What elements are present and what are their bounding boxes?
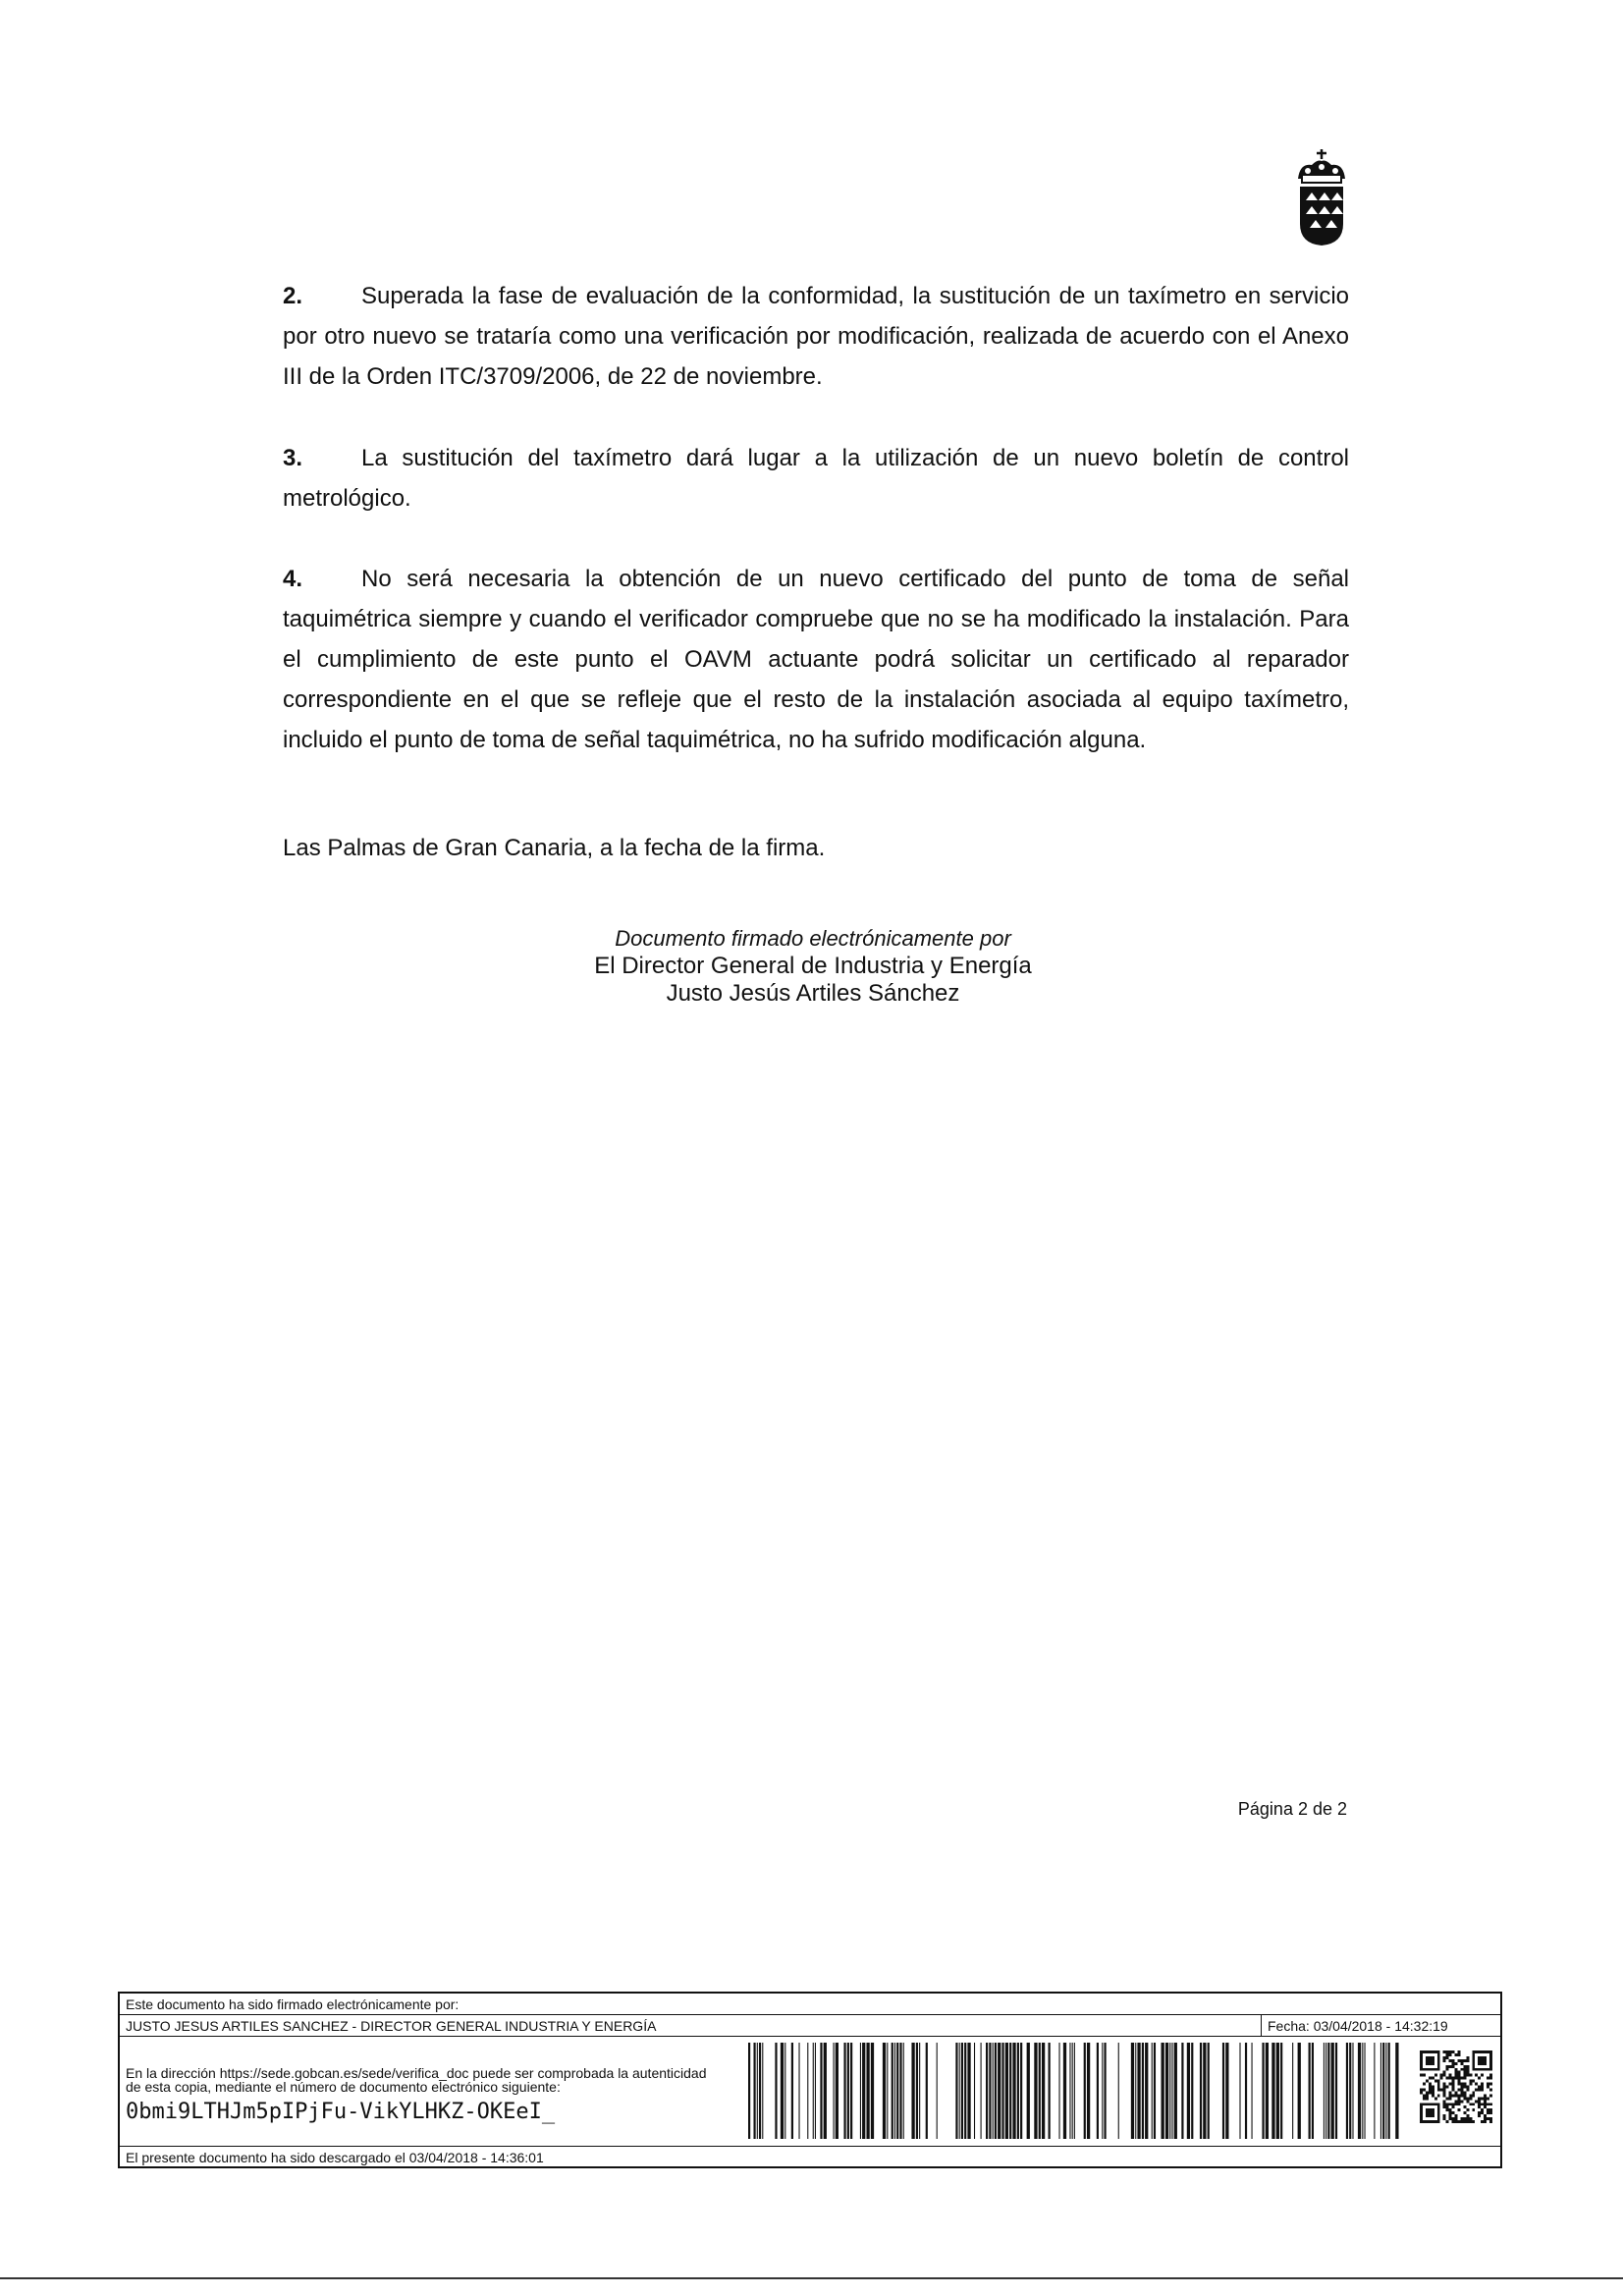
canarias-crest-icon — [1292, 149, 1351, 247]
paragraph-number: 4. — [283, 566, 303, 592]
download-note: El presente documento ha sido descargado el 03/04/2018 - 14:36:01 — [126, 2150, 544, 2165]
verification-row — [120, 2037, 1500, 2147]
place-date: Las Palmas de Gran Canaria, a la fecha de la firma. — [283, 835, 826, 861]
signer-title: El Director General de Industria y Energía — [594, 953, 1032, 979]
footer-signer: JUSTO JESUS ARTILES SANCHEZ - DIRECTOR GENERAL INDUSTRIA Y ENERGÍA — [126, 2018, 657, 2034]
paragraph-2 — [283, 276, 1349, 397]
verification-text: En la dirección https://sede.gobcan.es/sede/verifica_doc puede ser comprobada la autenticidad de esta copia, mediante el número de documento electrónico siguiente: — [126, 2065, 707, 2095]
signature-footer — [118, 1992, 1502, 2168]
signer-row — [120, 2015, 1500, 2037]
document-code: 0bmi9LTHJm5pIPjFu-VikYLHKZ-OKEeI_ — [126, 2100, 556, 2124]
paragraph-text: No será necesaria la obtención de un nuevo certificado del punto de toma de señal taquimétrica siempre y cuando el verificador compruebe que no se ha modificado la instalación. Para el cumplimiento de este punto el OAVM actuante podrá solicitar un certificado al reparador correspondiente en el que se refleje que el resto de la instalación asociada al equipo taxímetro, incluido el punto de toma de señal taquimétrica, no ha sufrido modificación alguna. — [283, 566, 1349, 753]
signature-intro: Documento firmado electrónicamente por — [615, 926, 1011, 951]
page-bottom-rule — [0, 2277, 1623, 2279]
paragraph-4 — [283, 559, 1349, 760]
paragraph-text: Superada la fase de evaluación de la conformidad, la sustitución de un taxímetro en servicio por otro nuevo se trataría como una verificación por modificación, realizada de acuerdo con el Anexo III de la Orden ITC/3709/2006, de 22 de noviembre. — [283, 283, 1349, 390]
paragraph-3 — [283, 438, 1349, 519]
page-number: Página 2 de 2 — [1237, 1799, 1347, 1819]
signer-name: Justo Jesús Artiles Sánchez — [666, 980, 960, 1007]
paragraph-number: 3. — [283, 445, 303, 471]
paragraph-number: 2. — [283, 283, 303, 309]
qr-code-icon — [1420, 2050, 1492, 2123]
signed-by-label: Este documento ha sido firmado electrónicamente por: — [120, 1994, 1500, 2015]
paragraph-text: La sustitución del taxímetro dará lugar a la utilización de un nuevo boletín de control metrológico. — [283, 445, 1349, 512]
barcode-icon — [748, 2043, 1404, 2139]
signature-date: Fecha: 03/04/2018 - 14:32:19 — [1261, 2015, 1500, 2037]
signature-block — [479, 925, 1147, 1008]
